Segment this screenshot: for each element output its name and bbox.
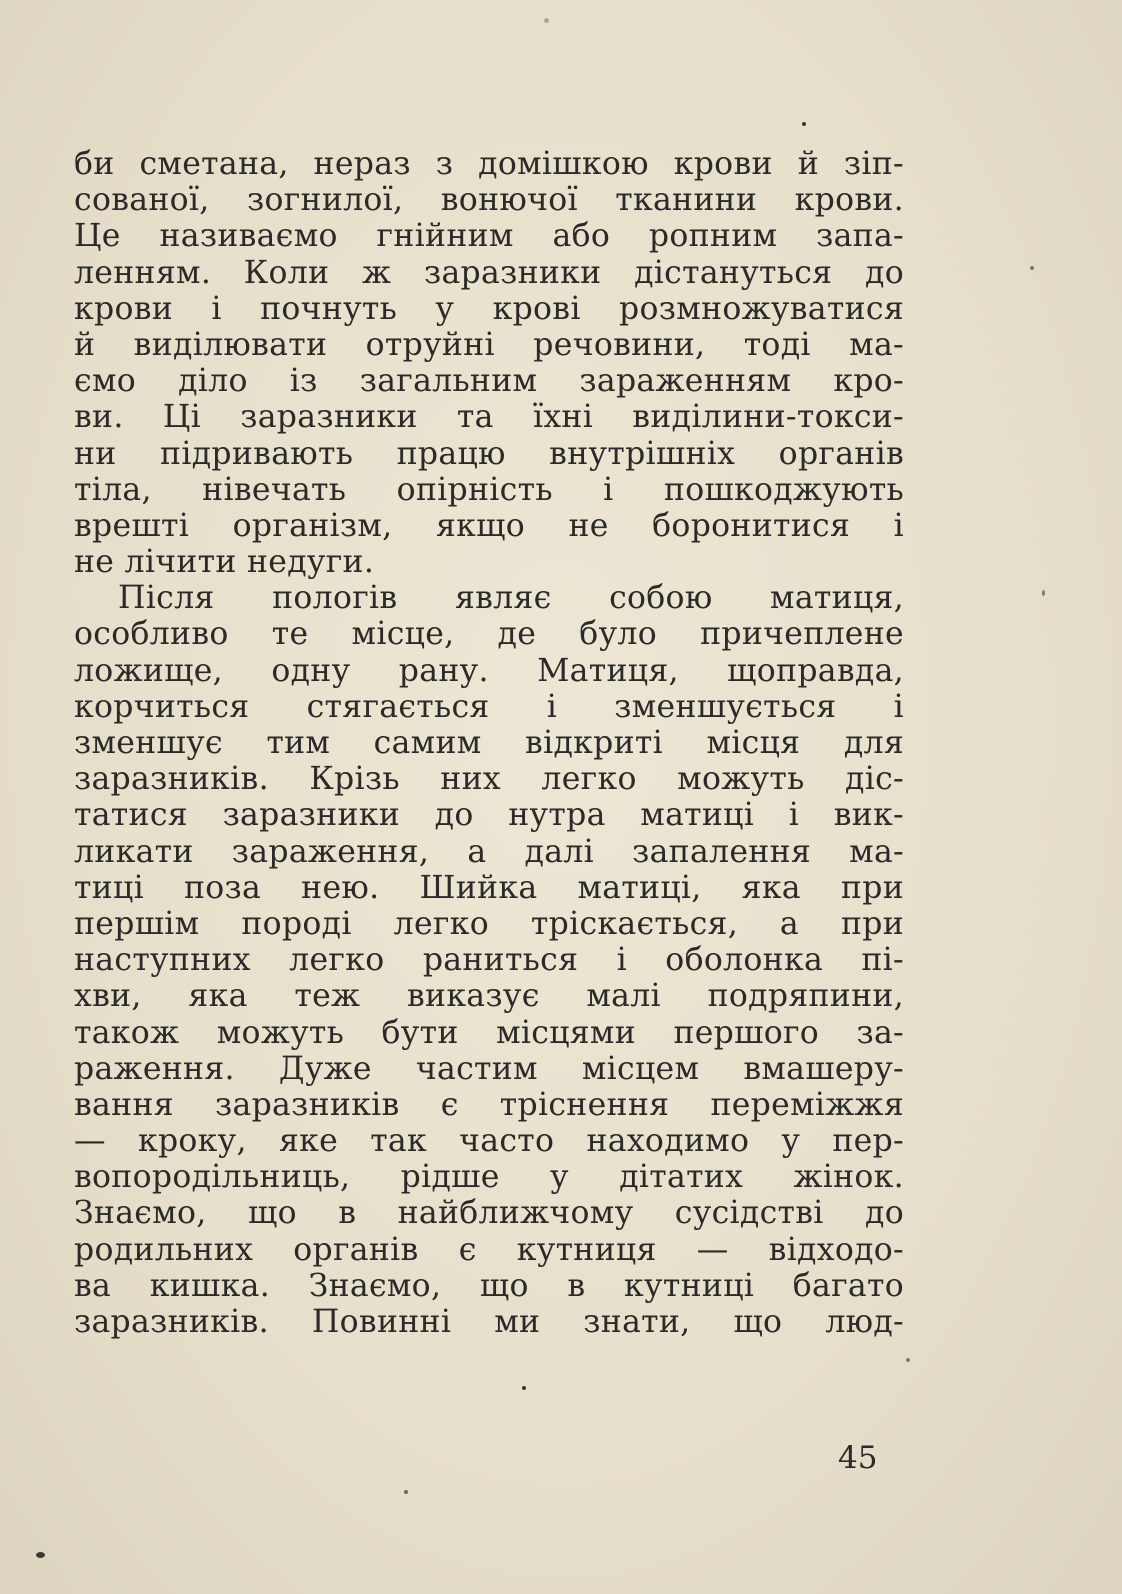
text-line: вопородільниць, рідше у дітатих жінок. bbox=[74, 1159, 904, 1196]
text-line: тіла, нівечать опірність і пошкоджують bbox=[74, 471, 904, 508]
scan-speck bbox=[1042, 590, 1045, 596]
scan-speck bbox=[404, 1490, 408, 1494]
text-line: — кроку, яке так часто находимо у пер- bbox=[74, 1123, 904, 1160]
text-line: сованої, зогнилої, вонючої тканини крови. bbox=[74, 182, 904, 219]
text-line: родильних органів є кутниця — відходо- bbox=[74, 1231, 904, 1268]
scan-speck bbox=[802, 122, 806, 126]
scan-speck bbox=[36, 1552, 45, 1558]
text-line: зменшує тим самим відкриті місця для bbox=[74, 725, 904, 761]
text-line: заразників. Повинні ми знати, що люд- bbox=[74, 1304, 904, 1340]
text-line: хви, яка теж виказує малі подряпини, bbox=[74, 978, 904, 1015]
text-line: також можуть бути місцями першого за- bbox=[74, 1014, 904, 1051]
scan-speck bbox=[544, 18, 549, 23]
text-line: татися заразники до нутра матиці і вик- bbox=[74, 797, 904, 834]
text-line: ни підривають працю внутрішніх органів bbox=[74, 435, 904, 472]
text-line: ликати зараження, а далі запалення ма- bbox=[74, 833, 904, 870]
body-text bbox=[74, 146, 904, 1340]
scan-speck bbox=[522, 1386, 526, 1390]
text-line: Після пологів являє собою матиця, bbox=[118, 580, 904, 617]
text-line: ва кишка. Знаємо, що в кутниці багато bbox=[74, 1267, 904, 1304]
text-line: ємо діло із загальним зараженням кро- bbox=[74, 363, 904, 400]
text-line: врешті організм, якщо не боронитися і bbox=[74, 507, 904, 544]
text-line: би сметана, нераз з домішкою крови й зіп- bbox=[74, 146, 904, 182]
scan-speck bbox=[906, 1358, 910, 1362]
text-line: особливо те місце, де було причеплене bbox=[74, 616, 904, 653]
text-line: ложище, одну рану. Матиця, щоправда, bbox=[74, 652, 904, 689]
text-line: крови і почнуть у крові розмножуватися bbox=[74, 290, 904, 327]
text-line: не лічити недуги. bbox=[74, 544, 375, 581]
text-line: тиці поза нею. Шийка матиці, яка при bbox=[74, 869, 904, 906]
scan-speck bbox=[1030, 266, 1034, 270]
text-line: Знаємо, що в найближчому сусідстві до bbox=[74, 1195, 904, 1232]
text-line: вання заразників є тріснення переміжжя bbox=[74, 1086, 904, 1123]
text-line: наступних легко раниться і оболонка пі- bbox=[74, 942, 904, 979]
text-line: ви. Ці заразники та їхні виділини-токси- bbox=[74, 399, 904, 436]
text-line: й виділювати отруйні речовини, тоді ма- bbox=[74, 326, 904, 363]
text-line: першім породі легко тріскається, а при bbox=[74, 905, 904, 942]
text-line: ленням. Коли ж заразники дістануться до bbox=[74, 254, 904, 291]
page-number: 45 bbox=[838, 1440, 878, 1476]
text-line: корчиться стягається і зменшується і bbox=[74, 688, 904, 725]
text-line: заразників. Крізь них легко можуть діс- bbox=[74, 761, 904, 798]
text-line: Це називаємо гнійним або ропним запа- bbox=[74, 218, 904, 255]
text-line: раження. Дуже частим місцем вмашеру- bbox=[74, 1050, 904, 1087]
